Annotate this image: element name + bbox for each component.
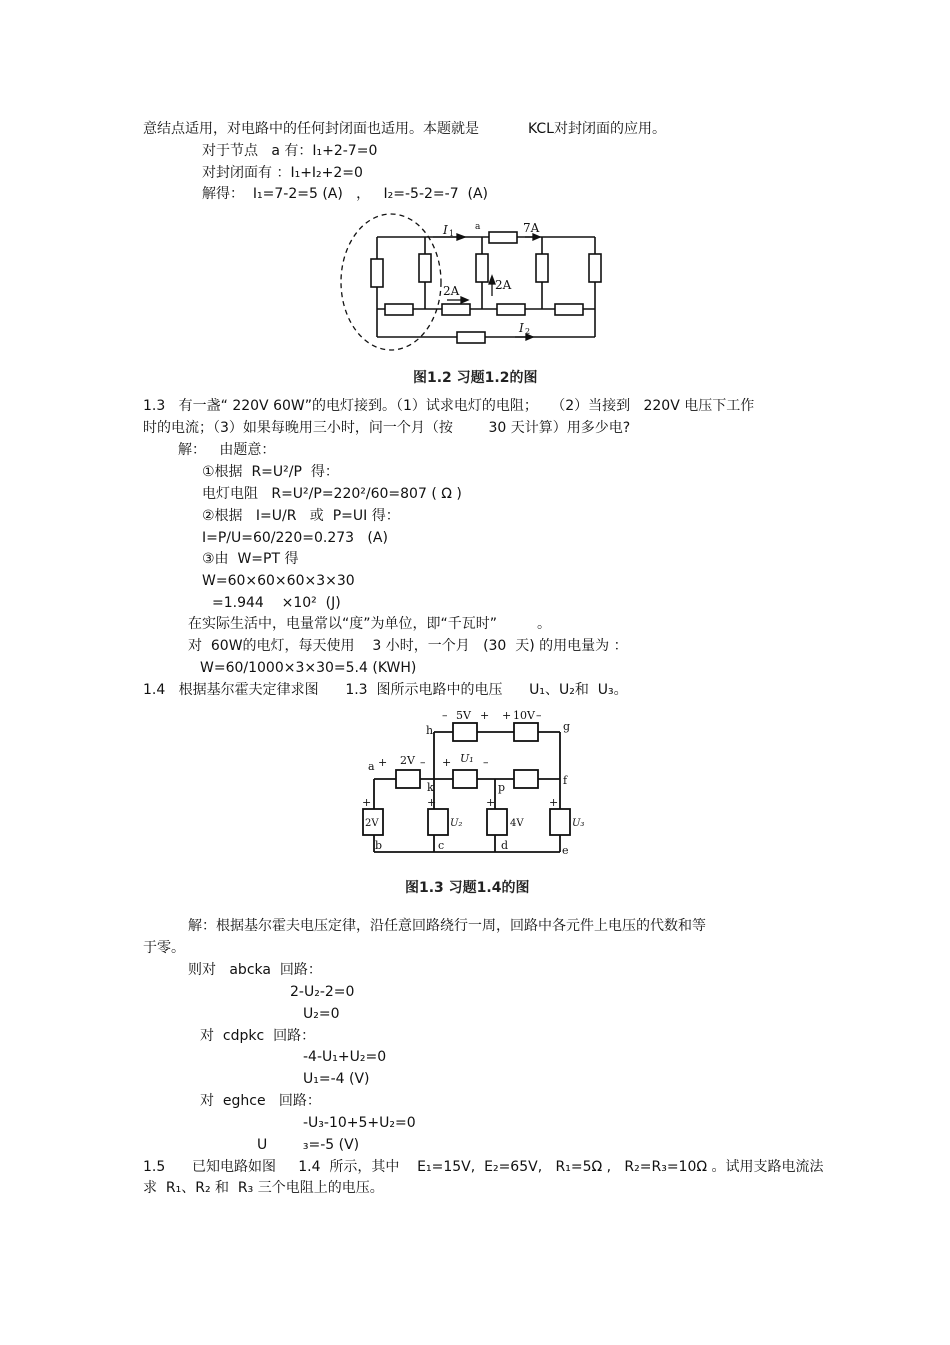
node-a-label: a	[475, 222, 481, 232]
figure-1-2-caption: 图1.2 习题1.2的图	[413, 370, 538, 386]
text-line: -U₃-10+5+U₂=0	[303, 1115, 416, 1131]
label-I1-sub: 1	[449, 229, 455, 238]
text-line: 电灯电阻 R=U²/P=220²/60=807 ( Ω )	[202, 486, 462, 502]
voltage-5V-label: 5V	[456, 709, 471, 722]
text-line: ①根据 R=U²/P 得：	[202, 464, 339, 480]
text-line: 解得： I₁=7-2=5 (A) ， I₂=-5-2=-7 (A)	[202, 186, 489, 202]
sign-plus: +	[362, 796, 372, 809]
text-line: 2-U₂-2=0	[290, 984, 355, 1000]
text-line: 意结点适用，对电路中的任何封闭面也适用。本题就是 KCL对封闭面的应用。	[143, 121, 666, 137]
text-line: 对封闭面有 ：I₁+I₂+2=0	[202, 165, 363, 181]
node-e-label: e	[562, 844, 569, 857]
text-line: U₂=0	[303, 1006, 340, 1022]
text-line: W=60×60×60×3×30	[202, 573, 355, 589]
text-line: 1.4 根据基尔霍夫定律求图 1.3 图所示电路中的电压 U₁、U₂和 U₃。	[143, 682, 628, 698]
sign-plus: +	[378, 756, 388, 769]
sign-plus: +	[427, 796, 437, 809]
voltage-U2-label: U₂	[450, 818, 463, 829]
voltage-4V-label: 4V	[510, 818, 524, 829]
node-h-label: h	[426, 724, 434, 737]
figure-1-2-circuit	[335, 212, 615, 357]
node-k-label: k	[427, 781, 434, 794]
label-2A-mid: 2A	[443, 284, 460, 298]
sign-minus: –	[420, 756, 426, 769]
node-p-label: p	[498, 781, 506, 794]
voltage-2V-label: 2V	[400, 754, 415, 767]
figure-1-3-circuit	[350, 704, 595, 860]
text-line: =1.944 ×10² (J)	[212, 595, 341, 611]
label-I2-sub: 2	[525, 327, 531, 336]
sign-plus: +	[502, 709, 512, 722]
sign-minus: –	[442, 709, 448, 722]
text-line: W=60/1000×3×30=5.4 (KWH)	[200, 660, 417, 676]
node-g-label: g	[563, 720, 571, 733]
figure-1-3-caption: 图1.3 习题1.4的图	[405, 880, 530, 896]
sign-plus: +	[549, 796, 559, 809]
voltage-U1-label: U₁	[460, 752, 474, 765]
sign-plus: +	[442, 756, 452, 769]
text-line: U₁=-4 (V)	[303, 1071, 370, 1087]
label-I2: I	[519, 321, 524, 335]
node-d-label: d	[501, 839, 509, 852]
voltage-10V-label: 10V	[513, 709, 535, 722]
text-line: -4-U₁+U₂=0	[303, 1049, 387, 1065]
label-I1: I	[443, 223, 448, 237]
sign-minus: –	[483, 756, 489, 769]
text-line: 对 eghce 回路：	[200, 1093, 321, 1109]
sign-plus: +	[480, 709, 490, 722]
sign-plus: +	[486, 796, 496, 809]
label-7A: 7A	[523, 221, 540, 235]
text-line: 解：根据基尔霍夫电压定律，沿任意回路绕行一周，回路中各元件上电压的代数和等	[188, 918, 706, 934]
sign-minus: –	[536, 709, 542, 722]
text-line: 对 cdpkc 回路：	[200, 1028, 316, 1044]
text-line: U ₃=-5 (V)	[257, 1137, 360, 1153]
text-line: I=P/U=60/220=0.273 (A)	[202, 530, 388, 546]
node-a-label: a	[368, 760, 375, 773]
text-line: 在实际生活中，电量常以“度”为单位，即“千瓦时” 。	[188, 616, 552, 632]
text-line: 时的电流；（3）如果每晚用三小时，问一个月（按 30 天计算）用多少电?	[143, 420, 631, 436]
text-line: 求 R₁、R₂ 和 R₃ 三个电阻上的电压。	[143, 1180, 384, 1196]
text-line: 于零。	[143, 940, 185, 956]
node-b-label: b	[375, 839, 383, 852]
voltage-2V-source-label: 2V	[365, 818, 379, 829]
text-line: 1.3 有一盏“ 220V 60W”的电灯接到。（1）试求电灯的电阻； （2）当接到 220V 电压下工作	[143, 398, 755, 414]
node-c-label: c	[438, 839, 445, 852]
text-line: ②根据 I=U/R 或 P=UI 得：	[202, 508, 400, 524]
label-2A-up: 2A	[495, 278, 512, 292]
text-line: 解： 由题意：	[178, 442, 276, 458]
voltage-U3-label: U₃	[572, 818, 585, 829]
node-f-label: f	[563, 774, 568, 787]
text-line: 则对 abcka 回路：	[188, 962, 322, 978]
text-line: 对于节点 a 有：I₁+2-7=0	[202, 143, 378, 159]
text-line: ③由 W=PT 得	[202, 551, 299, 567]
text-line: 1.5 已知电路如图 1.4 所示，其中 E₁=15V, E₂=65V, R₁=5Ω , R₂=R₃=10Ω 。试用支路电流法	[143, 1159, 824, 1175]
text-line: 对 60W的电灯，每天使用 3 小时，一个月 (30 天) 的用电量为 ：	[188, 638, 628, 654]
